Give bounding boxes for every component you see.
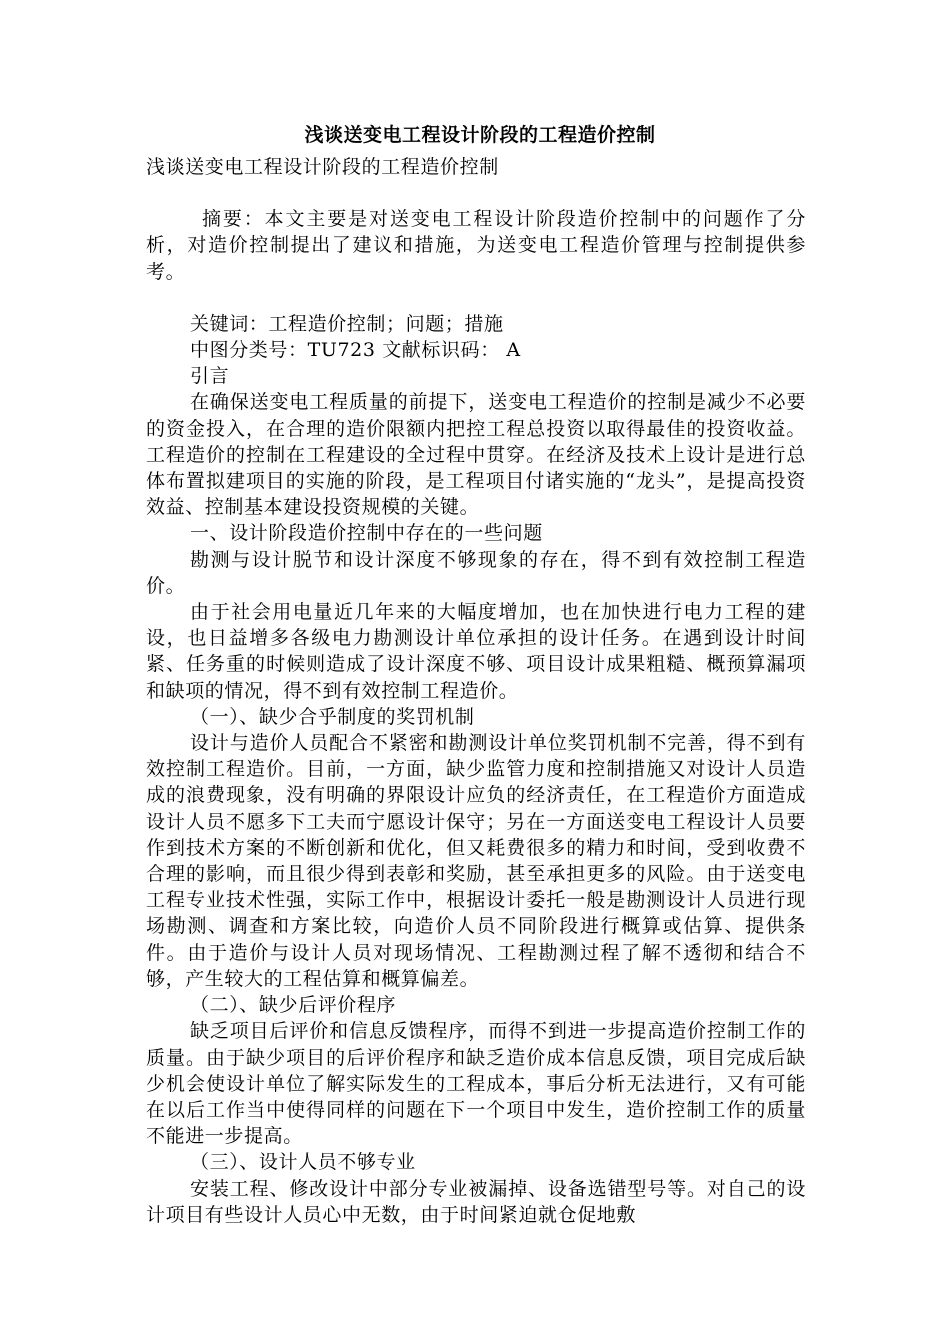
subsection-heading-3: （三）、设计人员不够专业 bbox=[190, 1151, 416, 1174]
paragraph-design-staff: 安装工程、修改设计中部分专业被漏掉、设备选错型号等。对自己的设计项目有些设计人员心中无数，由于时间紧迫就仓促地敷 bbox=[146, 1177, 806, 1226]
paragraph-reward-mechanism: 设计与造价人员配合不紧密和勘测设计单位奖罚机制不完善，得不到有效控制工程造价。目前，一方面，缺少监管力度和控制措施又对设计人员造成的浪费现象，没有明确的界限设计应负的经济责任，在工程造价方面造成设计人员不愿多下工夫而宁愿设计保守；另在一方面送变电工程设计人员要作到技术方案的不断创新和优化，但又耗费很多的精力和时间，受到收费不合理的影响，而且很少得到表彰和奖励，甚至承担更多的风险。由于送变电工程专业技术性强，实际工作中，根据设计委托一般是勘测设计人员进行现场勘测、调查和方案比较，向造价人员不同阶段进行概算或估算、提供条件。由于造价与设计人员对现场情况、工程勘测过程了解不透彻和结合不够，产生较大的工程估算和概算偏差。 bbox=[146, 732, 806, 990]
document-subtitle: 浅谈送变电工程设计阶段的工程造价控制 bbox=[146, 156, 499, 178]
section-heading-1: 一、设计阶段造价控制中存在的一些问题 bbox=[190, 522, 543, 545]
paragraph-power-demand: 由于社会用电量近几年来的大幅度增加，也在加快进行电力工程的建设，也日益增多各级电力勘测设计单位承担的设计任务。在遇到设计时间紧、任务重的时候则造成了设计深度不够、项目设计成果粗糙、概预算漏项和缺项的情况，得不到有效控制工程造价。 bbox=[146, 601, 806, 702]
intro-heading: 引言 bbox=[190, 365, 230, 388]
subsection-heading-1: （一）、缺少合乎制度的奖罚机制 bbox=[190, 705, 475, 728]
paragraph-intro: 在确保送变电工程质量的前提下，送变电工程造价的控制是减少不必要的资金投入，在合理的造价限额内把控工程总投资以取得最佳的投资收益。工程造价的控制在工程建设的全过程中贯穿。在经济及技术上设计是进行总体布置拟建项目的实施的阶段，是工程项目付诸实施的“龙头”，是提高投资效益、控制基本建设投资规模的关键。 bbox=[146, 391, 806, 519]
document-page bbox=[146, 118, 806, 1228]
subsection-heading-2: （二）、缺少后评价程序 bbox=[190, 994, 397, 1017]
paragraph-survey-design: 勘测与设计脱节和设计深度不够现象的存在，得不到有效控制工程造价。 bbox=[146, 548, 806, 597]
keywords-line: 关键词：工程造价控制；问题；措施 bbox=[190, 312, 504, 335]
paragraph-post-evaluation: 缺乏项目后评价和信息反馈程序，而得不到进一步提高造价控制工作的质量。由于缺少项目的后评价程序和缺乏造价成本信息反馈，项目完成后缺少机会使设计单位了解实际发生的工程成本，事后分析无法进行，又有可能在以后工作当中使得同样的问题在下一个项目中发生，造价控制工作的质量不能进一步提高。 bbox=[146, 1020, 806, 1148]
classification-line: 中图分类号：TU723 文献标识码： A bbox=[190, 339, 521, 362]
abstract-paragraph: 摘要：本文主要是对送变电工程设计阶段造价控制中的问题作了分析，对造价控制提出了建议和措施，为送变电工程造价管理与控制提供参考。 bbox=[146, 208, 806, 283]
document-title: 浅谈送变电工程设计阶段的工程造价控制 bbox=[304, 124, 656, 146]
